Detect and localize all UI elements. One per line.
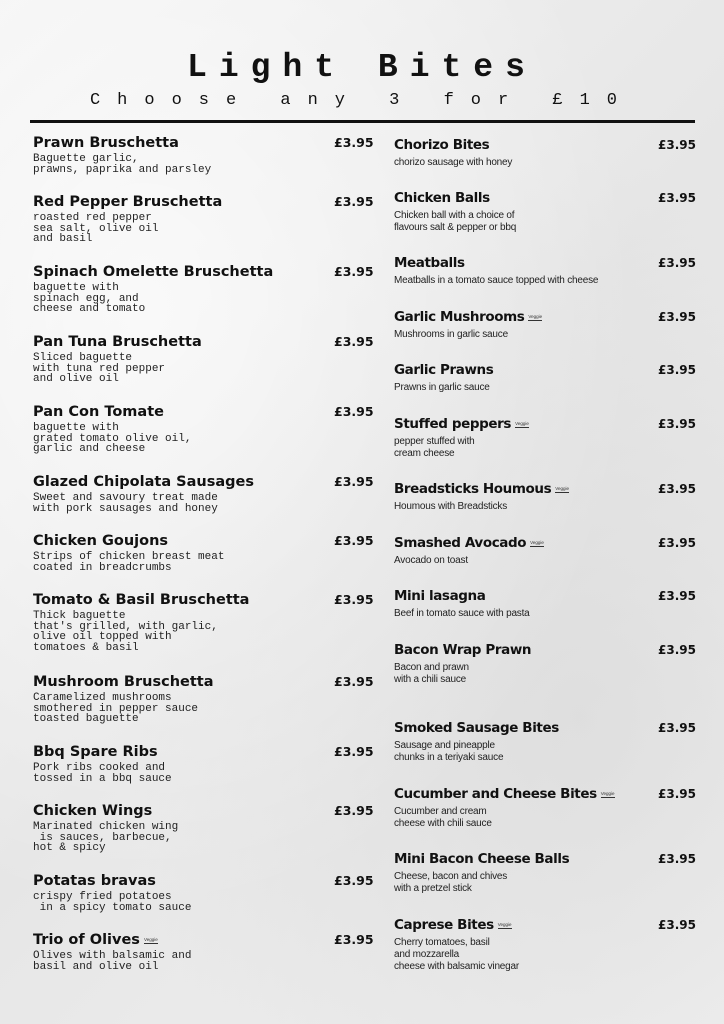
menu-item: [33, 473, 373, 514]
veggie-badge: Veggie: [497, 921, 512, 927]
veggie-badge: Veggie: [143, 936, 158, 942]
menu-item: [33, 872, 373, 913]
item-description: Caramelized mushrooms smothered in pepper sauce toasted baguette: [33, 692, 199, 726]
item-name: Glazed Chipolata Sausages: [33, 474, 254, 490]
menu-item: [33, 193, 373, 245]
menu-item: [33, 743, 373, 784]
item-price: £3.95: [334, 744, 374, 759]
item-description: Meatballs in a tomato sauce topped with cheese: [394, 275, 599, 286]
item-price: £3.95: [334, 592, 374, 607]
item-price: £3.95: [658, 643, 696, 657]
item-name-text: Garlic Mushrooms: [394, 309, 525, 325]
item-price: £3.95: [658, 417, 696, 431]
veggie-badge: Veggie: [530, 539, 544, 545]
item-name: Bbq Spare Ribs: [33, 744, 158, 760]
item-price: £3.95: [334, 674, 374, 689]
item-name-text: Cucumber and Cheese Bites: [394, 786, 597, 802]
item-description: Sausage and pineapple chunks in a teriyaki sauce: [394, 740, 504, 763]
menu-item: [33, 673, 373, 725]
item-description: Prawns in garlic sauce: [394, 382, 490, 393]
menu-item: [394, 587, 694, 620]
menu-item: [394, 361, 694, 394]
menu-item: [33, 134, 373, 175]
menu-item: [394, 480, 694, 513]
menu-item: [33, 802, 373, 854]
item-name-text: Caprese Bites: [394, 917, 494, 933]
item-name-text: Stuffed peppers: [394, 416, 512, 432]
item-name-text: Breadsticks Houmous: [394, 481, 552, 497]
item-price: £3.95: [658, 310, 696, 324]
item-description: Beef in tomato sauce with pasta: [394, 608, 530, 619]
item-price: £3.95: [658, 256, 696, 270]
item-description: Avocado on toast: [394, 555, 468, 566]
item-name: Tomato & Basil Bruschetta: [33, 592, 250, 608]
item-description: Pork ribs cooked and tossed in a bbq sauce: [33, 762, 172, 785]
veggie-badge: Veggie: [528, 313, 543, 319]
item-name: Spinach Omelette Bruschetta: [33, 264, 274, 280]
menu-item: [33, 333, 373, 385]
item-price: £3.95: [658, 191, 696, 205]
item-name: [33, 931, 373, 949]
item-name: Smoked Sausage Bites: [394, 720, 559, 736]
item-name: Pan Con Tomate: [33, 404, 164, 420]
menu-item: [394, 916, 694, 973]
item-description: Houmous with Breadsticks: [394, 501, 508, 512]
item-name: Red Pepper Bruschetta: [33, 194, 223, 210]
item-name: Chicken Balls: [394, 190, 490, 206]
item-description: Thick baguette that's grilled, with garlic, olive oil topped with tomatoes & basil: [33, 610, 218, 655]
item-price: £3.95: [658, 138, 696, 152]
item-name: [394, 534, 694, 552]
item-description: Sliced baguette with tuna red pepper and olive oil: [33, 352, 166, 386]
item-price: £3.95: [334, 533, 374, 548]
item-name-text: Trio of Olives: [33, 932, 140, 948]
item-name: [394, 415, 694, 433]
menu-item: [394, 641, 694, 686]
menu-item: [394, 850, 694, 895]
menu-item: [394, 189, 694, 234]
menu-item: [394, 719, 694, 764]
item-name: Pan Tuna Bruschetta: [33, 334, 202, 350]
item-description: Strips of chicken breast meat coated in breadcrumbs: [33, 551, 225, 574]
item-description: pepper stuffed with cream cheese: [394, 436, 475, 459]
menu-item: [394, 136, 694, 169]
item-price: £3.95: [334, 334, 374, 349]
item-description: chorizo sausage with honey: [394, 157, 513, 168]
item-description: roasted red pepper sea salt, olive oil and basil: [33, 212, 159, 246]
item-name: Chorizo Bites: [394, 137, 490, 153]
menu-item: [33, 591, 373, 654]
item-description: Chicken ball with a choice of flavours salt & pepper or bbq: [394, 210, 517, 233]
item-name: Meatballs: [394, 255, 465, 271]
veggie-badge: Veggie: [515, 420, 529, 426]
item-description: baguette with spinach egg, and cheese and tomato: [33, 282, 146, 316]
item-description: Sweet and savoury treat made with pork sausages and honey: [33, 492, 218, 515]
item-price: £3.95: [334, 194, 374, 209]
item-name: Mushroom Bruschetta: [33, 674, 214, 690]
item-description: Bacon and prawn with a chili sauce: [394, 662, 469, 685]
item-name: Mini lasagna: [394, 588, 486, 604]
item-price: £3.95: [658, 787, 696, 801]
item-name: [394, 308, 694, 326]
menu-item: [394, 415, 694, 460]
item-price: £3.95: [658, 363, 696, 377]
menu-item: [33, 931, 373, 972]
item-name-text: Smashed Avocado: [394, 535, 527, 551]
item-price: £3.95: [658, 482, 696, 496]
menu-item: [394, 534, 694, 567]
veggie-badge: Veggie: [600, 790, 615, 796]
item-description: Marinated chicken wing is sauces, barbecue, hot & spicy: [33, 821, 179, 855]
menu-item: [33, 263, 373, 315]
item-description: Cheese, bacon and chives with a pretzel stick: [394, 871, 508, 894]
item-name: Chicken Goujons: [33, 533, 169, 549]
item-name: Prawn Bruschetta: [33, 135, 179, 151]
item-price: £3.95: [334, 264, 374, 279]
item-price: £3.95: [658, 589, 696, 603]
menu-title: Light Bites: [187, 49, 537, 86]
menu-item: [394, 254, 694, 287]
item-price: £3.95: [658, 852, 696, 866]
item-price: £3.95: [334, 135, 374, 150]
item-price: £3.95: [334, 474, 374, 489]
item-name: Potatas bravas: [33, 873, 156, 889]
item-description: Cherry tomatoes, basil and mozzarella cheese with balsamic vinegar: [394, 937, 520, 972]
item-name: [394, 480, 694, 498]
menu-subtitle: Choose any 3 for £10: [89, 91, 635, 110]
item-description: baguette with grated tomato olive oil, garlic and cheese: [33, 422, 192, 456]
item-name: Chicken Wings: [33, 803, 153, 819]
item-description: Baguette garlic, prawns, paprika and parsley: [33, 153, 212, 176]
item-price: £3.95: [658, 536, 696, 550]
menu-item: [33, 532, 373, 573]
menu-item: [394, 785, 694, 830]
item-name: Garlic Prawns: [394, 362, 494, 378]
header-divider: [30, 120, 695, 123]
menu-item: [394, 308, 694, 341]
item-price: £3.95: [334, 932, 374, 947]
item-name: [394, 785, 694, 803]
item-price: £3.95: [334, 803, 374, 818]
item-name: Bacon Wrap Prawn: [394, 642, 532, 658]
item-price: £3.95: [334, 873, 374, 888]
item-description: Mushrooms in garlic sauce: [394, 329, 508, 340]
menu-item: [33, 403, 373, 455]
veggie-badge: Veggie: [555, 485, 570, 491]
item-price: £3.95: [658, 721, 696, 735]
item-description: Olives with balsamic and basil and olive oil: [33, 950, 192, 973]
item-description: Cucumber and cream cheese with chili sauce: [394, 806, 492, 829]
item-price: £3.95: [334, 404, 374, 419]
item-price: £3.95: [658, 918, 696, 932]
item-name: Mini Bacon Cheese Balls: [394, 851, 570, 867]
item-description: crispy fried potatoes in a spicy tomato sauce: [33, 891, 192, 914]
item-name: [394, 916, 694, 934]
